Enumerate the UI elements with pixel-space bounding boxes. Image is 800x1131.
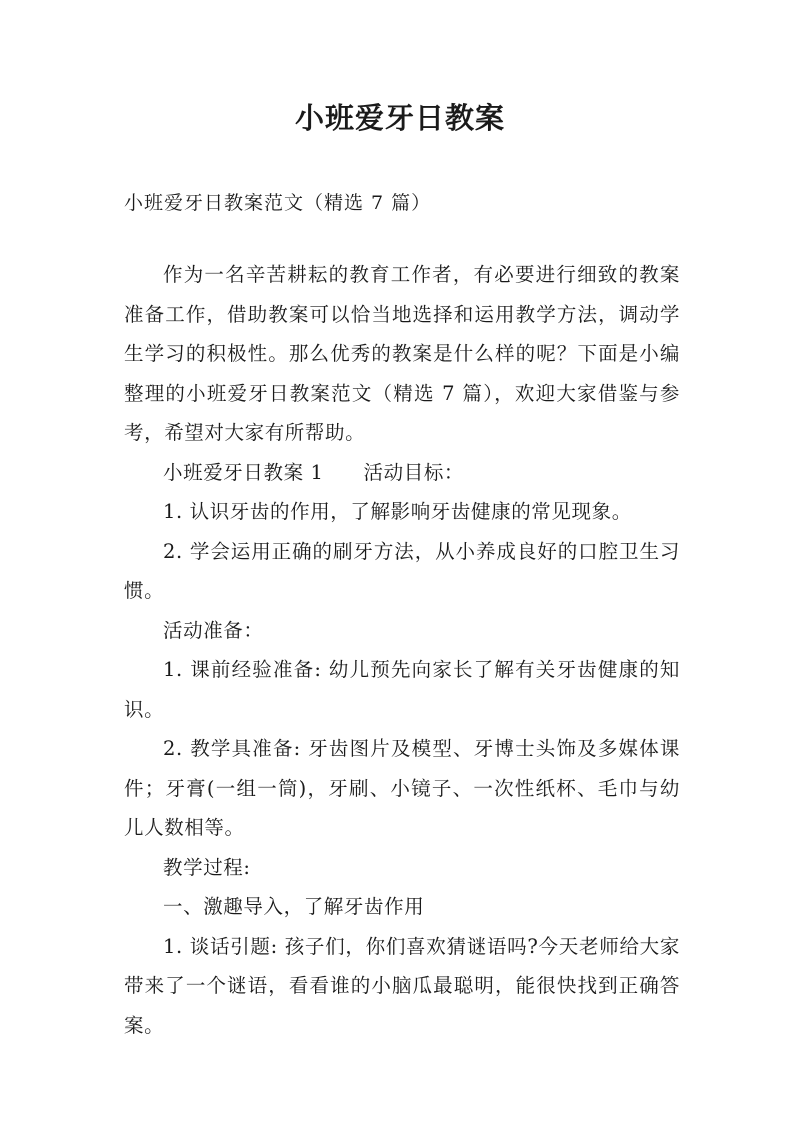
process-step-heading: 一、激趣导入，了解牙齿作用 [163, 895, 425, 918]
preparation-label: 活动准备： [163, 618, 264, 642]
process-step-1: 1. 谈话引题: 孩子们，你们喜欢猜谜语吗?今天老师给大家带来了一个谜语，看看谁的小脑瓜最聪明，能很快找到正确答案。 [124, 934, 680, 1037]
document-subtitle: 小班爱牙日教案范文（精选 7 篇） [124, 192, 432, 214]
process-label: 教学过程: [163, 855, 251, 879]
document-body [124, 255, 680, 1045]
preparation-item-2: 2. 教学具准备: 牙齿图片及模型、牙博士头饰及多媒体课件；牙膏(一组一筒)，牙刷、小镜子、一次性纸杯、毛巾与幼儿人数相等。 [124, 737, 680, 839]
document-title: 小班爱牙日教案 [294, 101, 505, 135]
intro-paragraph: 作为一名辛苦耕耘的教育工作者，有必要进行细致的教案准备工作，借助教案可以恰当地选择和运用教学方法，调动学生学习的积极性。那么优秀的教案是什么样的呢？下面是小编整理的小班爱牙日教案范文（精选 7 篇），欢迎大家借鉴与参考，希望对大家有所帮助。 [124, 263, 680, 444]
goal-item-2: 2. 学会运用正确的刷牙方法，从小养成良好的口腔卫生习惯。 [124, 539, 680, 602]
section-heading-line [124, 453, 680, 493]
goal-item-1: 1. 认识牙齿的作用，了解影响牙齿健康的常见现象。 [163, 500, 632, 523]
section-heading: 小班爱牙日教案 1 [163, 460, 324, 484]
activity-goal-label: 活动目标： [363, 460, 465, 484]
preparation-item-1: 1. 课前经验准备: 幼儿预先向家长了解有关牙齿健康的知识。 [124, 658, 680, 721]
